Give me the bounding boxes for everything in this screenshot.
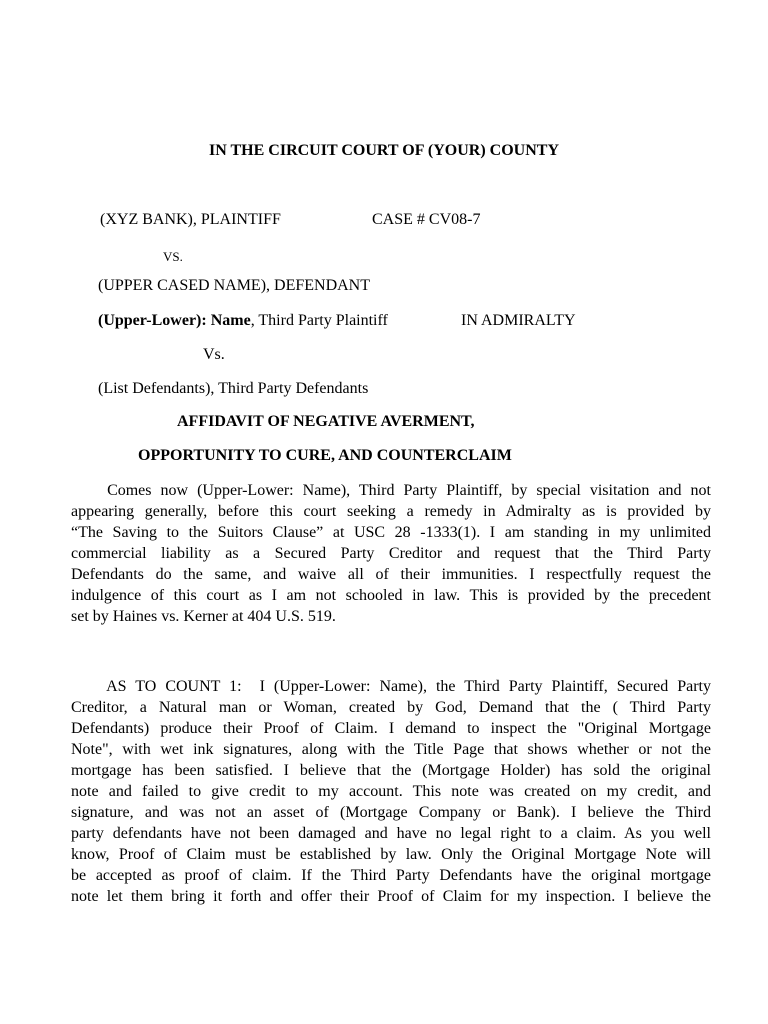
paragraph-line: indulgence of this court as I am not schooled in law. This is provided by the precedent [71, 587, 711, 604]
paragraph-line: Comes now (Upper-Lower: Name), Third Party Plaintiff, by special visitation and not [71, 482, 711, 499]
paragraph-introduction [71, 480, 711, 627]
paragraph-line: party defendants have not been damaged and have no legal right to a claim. As you well [71, 825, 711, 842]
court-heading: IN THE CIRCUIT COURT OF (YOUR) COUNTY [209, 142, 559, 159]
paragraph-line: appearing generally, before this court seeking a remedy in Admiralty as is provided by [71, 503, 711, 520]
case-number: CASE # CV08-7 [372, 211, 481, 228]
defendant-name: (UPPER CASED NAME), DEFENDANT [98, 277, 371, 294]
paragraph-line: be accepted as proof of claim. If the Third Party Defendants have the original mortgage [71, 867, 711, 884]
paragraph-line: note and failed to give credit to my account. This note was created on my credit, and [71, 783, 711, 800]
third-party-plaintiff-name: (Upper-Lower): Name [98, 312, 251, 329]
paragraph-line: Defendants) produce their Proof of Claim. I demand to inspect the "Original Mortgage [71, 720, 711, 737]
paragraph-count-1 [71, 676, 711, 907]
paragraph-line: know, Proof of Claim must be established by law. Only the Original Mortgage Note will [71, 846, 711, 863]
third-party-plaintiff-role: , Third Party Plaintiff [250, 312, 388, 329]
paragraph-line: AS TO COUNT 1: I (Upper-Lower: Name), the Third Party Plaintiff, Secured Party [71, 678, 711, 695]
affidavit-subtitle: OPPORTUNITY TO CURE, AND COUNTERCLAIM [138, 447, 512, 464]
paragraph-line: Defendants do the same, and waive all of their immunities. I respectfully request the [71, 566, 711, 583]
paragraph-line: “The Saving to the Suitors Clause” at USC 28 -1333(1). I am standing in my unlimited [71, 524, 711, 541]
third-party-plaintiff [98, 311, 388, 331]
affidavit-title: AFFIDAVIT OF NEGATIVE AVERMENT, [177, 413, 475, 430]
third-party-defendants: (List Defendants), Third Party Defendants [98, 380, 369, 397]
paragraph-line: Creditor, a Natural man or Woman, created by God, Demand that the ( Third Party [71, 699, 711, 716]
paragraph-line: signature, and was not an asset of (Mortgage Company or Bank). I believe the Third [71, 804, 711, 821]
paragraph-line: set by Haines vs. Kerner at 404 U.S. 519. [71, 608, 336, 625]
versus-label-2: Vs. [203, 346, 225, 363]
admiralty-label: IN ADMIRALTY [461, 312, 576, 329]
paragraph-line: Note", with wet ink signatures, along with the Title Page that shows whether or not the [71, 741, 711, 758]
versus-label-1: VS. [163, 249, 183, 264]
paragraph-line: note let them bring it forth and offer their Proof of Claim for my inspection. I believe the [71, 888, 711, 905]
plaintiff-name: (XYZ BANK), PLAINTIFF [100, 211, 281, 228]
paragraph-line: mortgage has been satisfied. I believe that the (Mortgage Holder) has sold the original [71, 762, 711, 779]
paragraph-line: commercial liability as a Secured Party Creditor and request that the Third Party [71, 545, 711, 562]
